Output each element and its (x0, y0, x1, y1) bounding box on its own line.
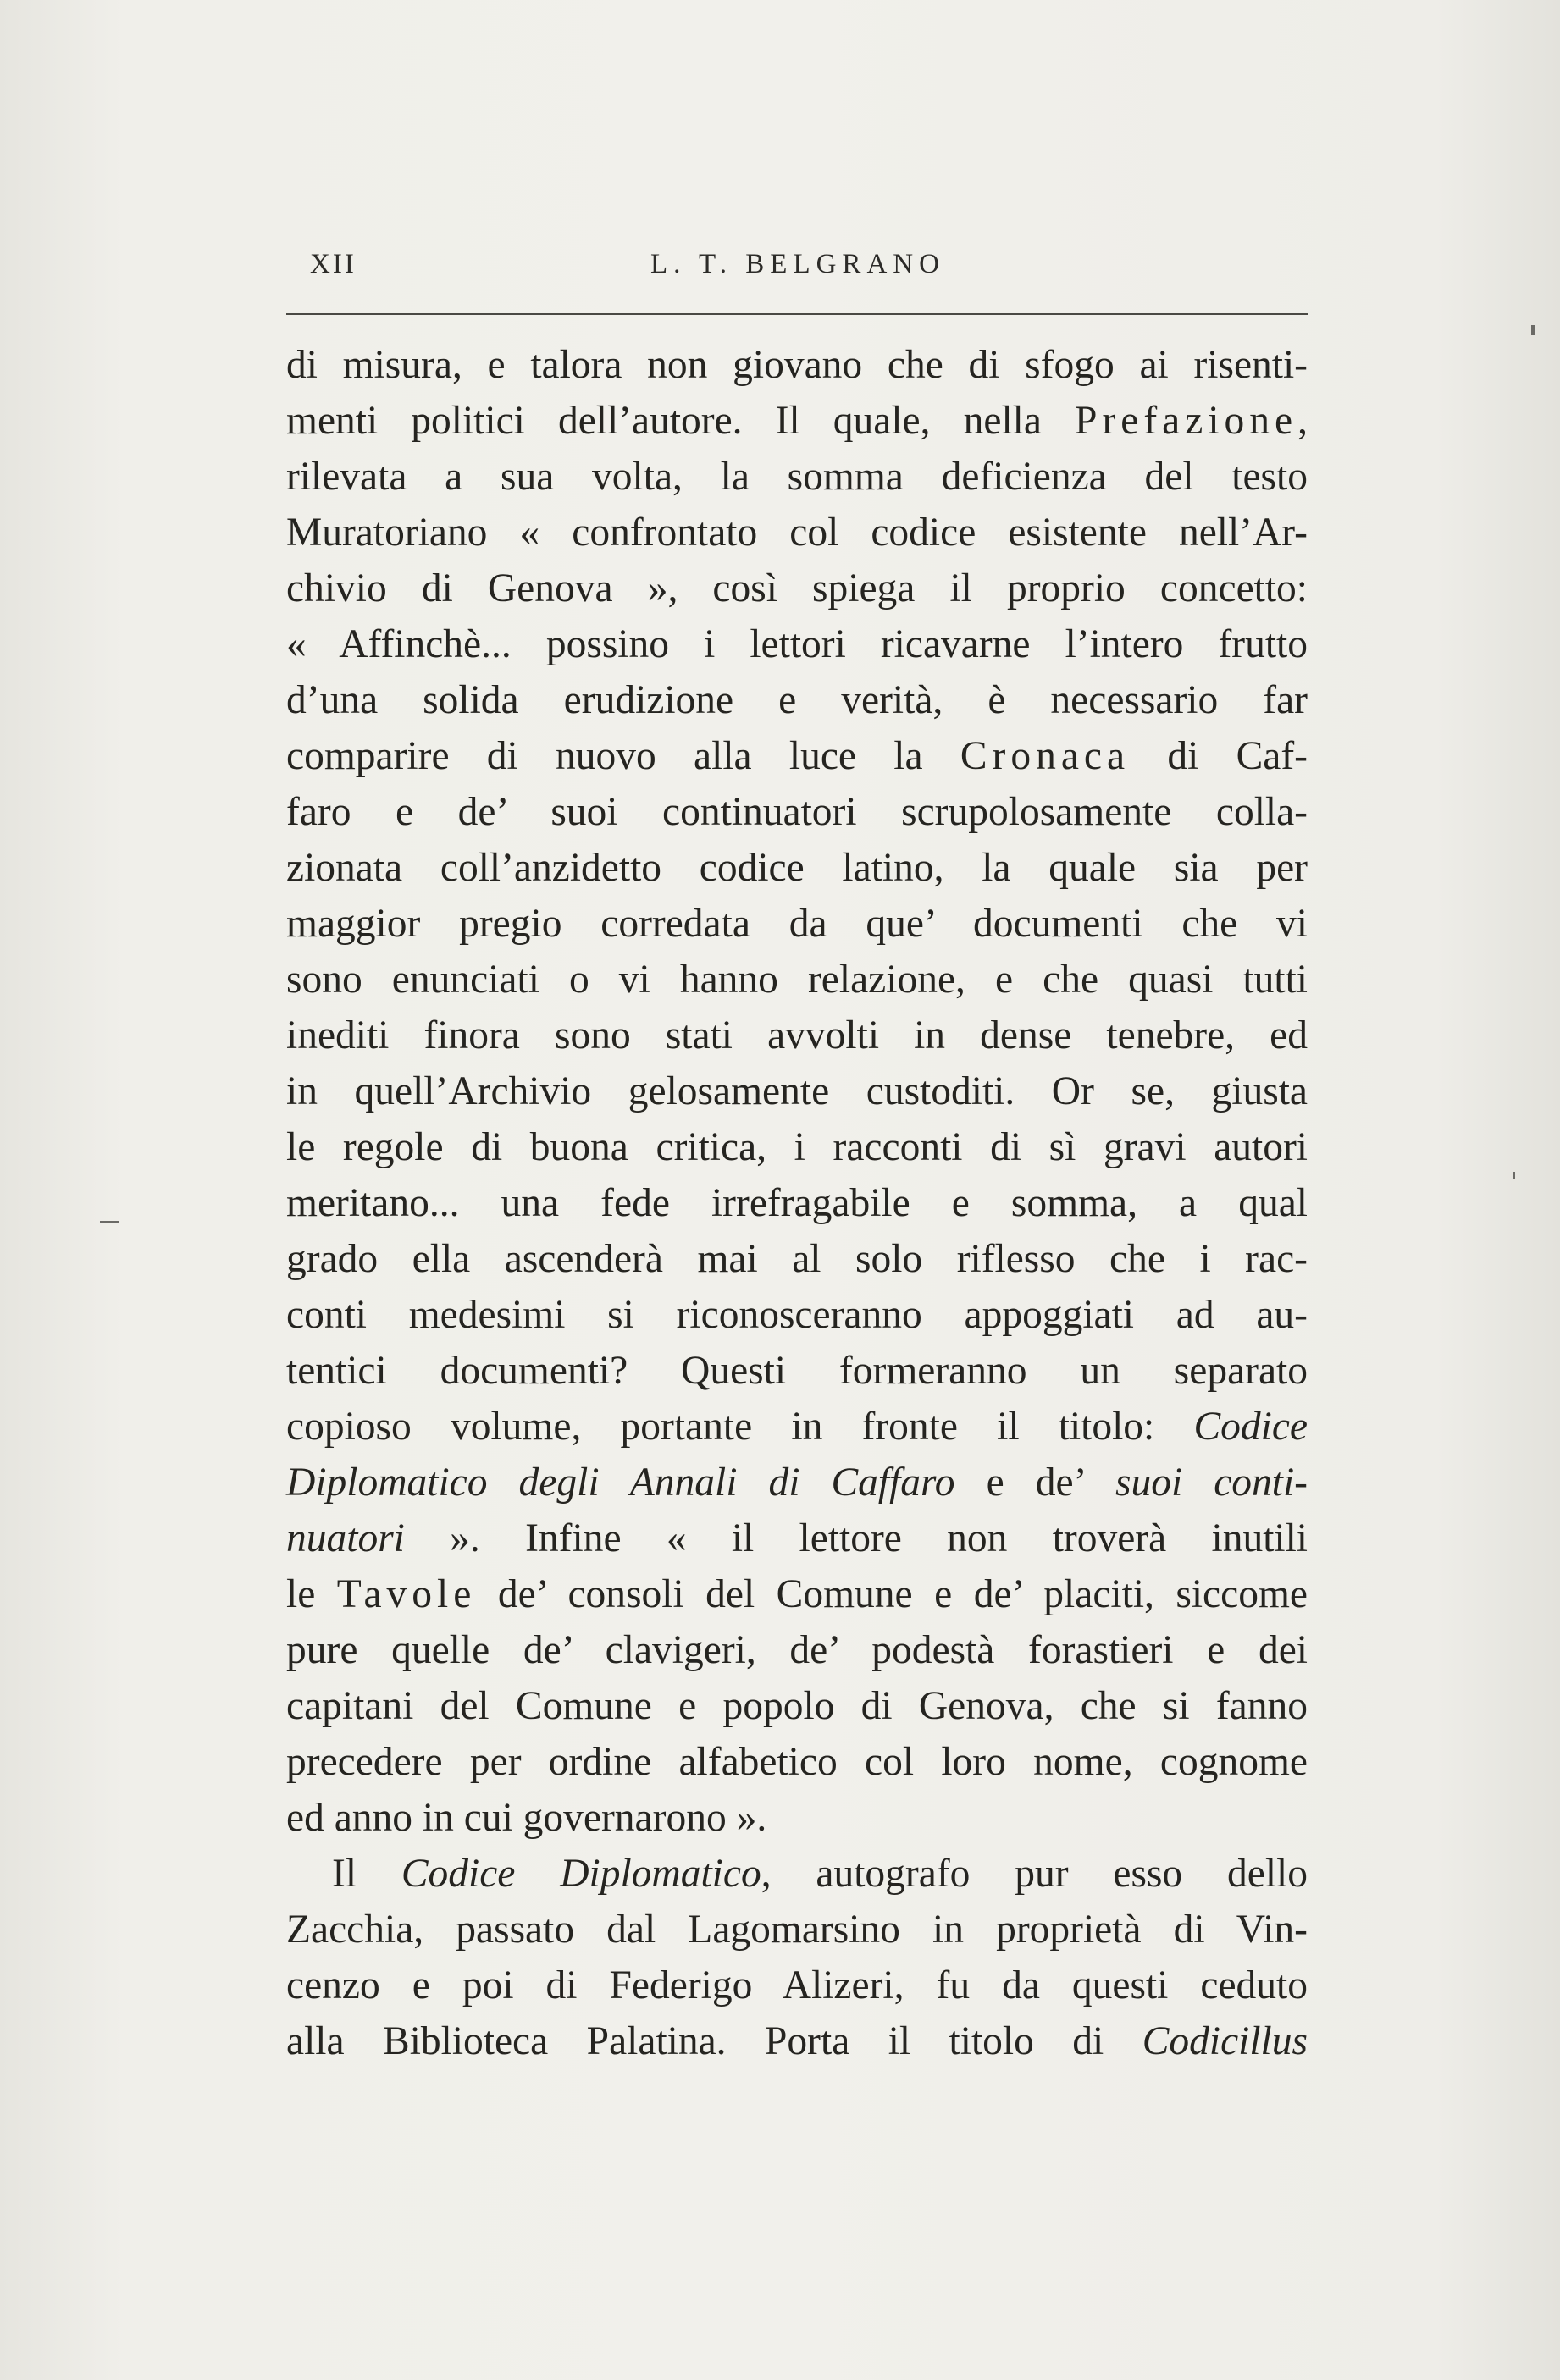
text-line: cenzo e poi di Federigo Alizeri, fu da questi ceduto (286, 1963, 1308, 2007)
text-line: ed anno in cui governarono ». (286, 1796, 767, 1840)
text-line: grado ella ascenderà mai al solo riflesso che i rac- (286, 1237, 1308, 1281)
text-line: pure quelle de’ clavigeri, de’ podestà forastieri e dei (286, 1628, 1308, 1672)
text-line: rilevata a sua volta, la somma deficienza del testo (286, 455, 1308, 499)
page-number: XII (310, 249, 357, 279)
text-line: Zacchia, passato dal Lagomarsino in proprietà di Vin- (286, 1908, 1308, 1952)
margin-dot-mark (1531, 325, 1535, 335)
text-line: chivio di Genova », così spiega il proprio concetto: (286, 566, 1308, 610)
margin-dot-mark (1513, 1172, 1515, 1179)
text-line: conti medesimi si riconosceranno appoggiati ad au- (286, 1293, 1308, 1337)
text-line: tentici documenti? Questi formeranno un separato (286, 1349, 1308, 1393)
text-line: capitani del Comune e popolo di Genova, che si fanno (286, 1684, 1308, 1728)
text-line: comparire di nuovo alla luce la Cronaca di Caf- (286, 734, 1308, 778)
text-line: sono enunciati o vi hanno relazione, e che quasi tutti (286, 958, 1308, 1002)
text-line: maggior pregio corredata da que’ documenti che vi (286, 902, 1308, 946)
text-line: inediti finora sono stati avvolti in dense tenebre, ed (286, 1013, 1308, 1057)
margin-dash-mark (100, 1221, 119, 1223)
text-line: Muratoriano « confrontato col codice esistente nell’Ar- (286, 511, 1308, 555)
text-line: menti politici dell’autore. Il quale, nella Prefazione, (286, 399, 1308, 443)
text-line: le Tavole de’ consoli del Comune e de’ placiti, siccome (286, 1572, 1308, 1616)
text-line: Diplomatico degli Annali di Caffaro e de’ suoi conti- (286, 1461, 1308, 1505)
body-text (286, 337, 1308, 2069)
text-line: Il Codice Diplomatico, autografo pur esso dello (332, 1852, 1308, 1896)
header-rule (286, 313, 1308, 315)
text-line: le regole di buona critica, i racconti di sì gravi autori (286, 1125, 1308, 1169)
page-header (286, 240, 1308, 291)
running-head: L. T. BELGRANO (650, 249, 945, 279)
text-line: nuatori ». Infine « il lettore non troverà inutili (286, 1516, 1308, 1560)
text-line: precedere per ordine alfabetico col loro nome, cognome (286, 1740, 1308, 1784)
text-line: zionata coll’anzidetto codice latino, la quale sia per (286, 846, 1308, 890)
text-line: copioso volume, portante in fronte il titolo: Codice (286, 1405, 1308, 1449)
text-line: in quell’Archivio gelosamente custoditi. Or se, giusta (286, 1069, 1308, 1113)
text-line: « Affinchè... possino i lettori ricavarne l’intero frutto (286, 622, 1308, 666)
text-line: alla Biblioteca Palatina. Porta il titolo di Codicillus (286, 2019, 1308, 2063)
text-line: meritano... una fede irrefragabile e somma, a qual (286, 1181, 1308, 1225)
text-line: di misura, e talora non giovano che di sfogo ai risenti- (286, 343, 1308, 387)
text-line: d’una solida erudizione e verità, è necessario far (286, 678, 1308, 722)
text-line: faro e de’ suoi continuatori scrupolosamente colla- (286, 790, 1308, 834)
